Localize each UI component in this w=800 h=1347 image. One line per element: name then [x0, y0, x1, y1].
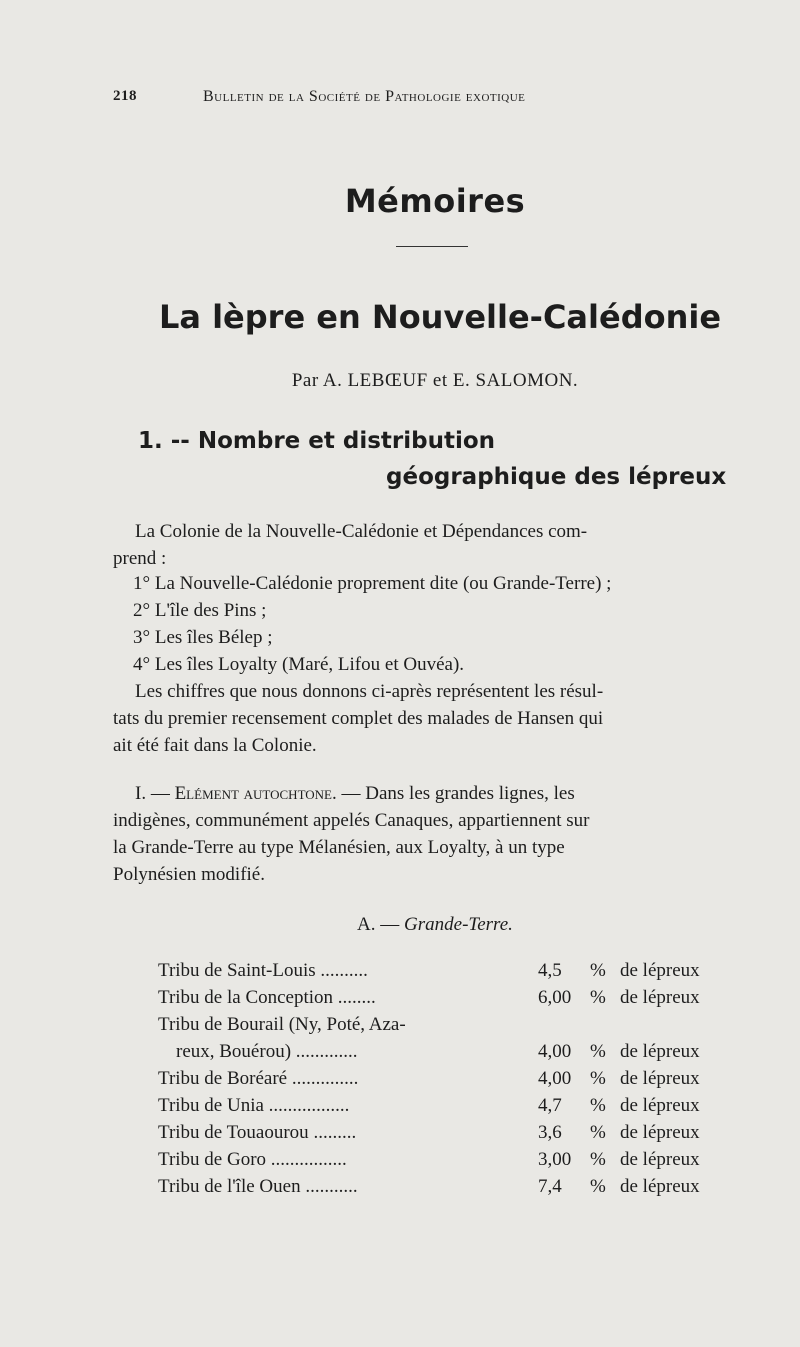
tribe-name — [158, 1122, 356, 1144]
list-item: 4° Les îles Loyalty (Maré, Lifou et Ouvéa). — [133, 654, 465, 675]
tribe-label: Tribu de Saint-Louis — [158, 960, 316, 981]
tribe-label: reux, Bouérou) — [176, 1041, 292, 1062]
paragraph-line: ait été fait dans la Colonie. — [113, 735, 317, 756]
tribe-label: Tribu de Touaourou — [158, 1122, 309, 1143]
tribe-name — [158, 1176, 358, 1198]
tribe-label: Tribu de Goro — [158, 1149, 267, 1170]
rate-value: 4,7 — [538, 1095, 562, 1116]
table-row — [158, 1068, 738, 1095]
tribe-label: Tribu de la Conception — [158, 987, 334, 1008]
paragraph-line: Les chiffres que nous donnons ci-après représentent les résul- — [135, 681, 604, 702]
percent-sign: % — [590, 1122, 606, 1143]
table-row — [158, 1014, 738, 1041]
leader-dots: ............. — [291, 1041, 358, 1062]
leader-dots: .......... — [315, 960, 368, 981]
rate-unit: de lépreux — [620, 960, 700, 981]
tribe-label: Tribu de Boréaré — [158, 1068, 288, 1089]
tribe-name — [158, 1014, 406, 1036]
table-row — [158, 987, 738, 1014]
table-row — [158, 1122, 738, 1149]
rate-unit: de lépreux — [620, 1095, 700, 1116]
leader-dots: ........ — [333, 987, 376, 1008]
percent-sign: % — [590, 1176, 606, 1197]
rate-value: 3,00 — [538, 1149, 572, 1170]
percent-sign: % — [590, 1041, 606, 1062]
paragraph-text: — Dans les grandes lignes, les — [336, 783, 575, 804]
rate-value: 3,6 — [538, 1122, 562, 1143]
rate-unit: de lépreux — [620, 1149, 700, 1170]
list-item: 1° La Nouvelle-Calédonie proprement dite (ou Grande-Terre) ; — [133, 573, 612, 594]
table-row — [158, 1041, 738, 1068]
paragraph-line: Polynésien modifié. — [113, 864, 265, 885]
census-paragraph — [113, 678, 733, 759]
rate-value: 4,00 — [538, 1068, 572, 1089]
title-divider — [396, 246, 468, 247]
list-item: 3° Les îles Bélep ; — [133, 627, 273, 648]
tribe-name — [158, 1149, 347, 1171]
page-number: 218 — [113, 88, 137, 104]
chapter-heading-line2: géographique des lépreux — [386, 464, 727, 490]
rate-unit: de lépreux — [620, 1176, 700, 1197]
journal-title: Bulletin de la Société de Pathologie exotique — [203, 88, 526, 105]
rate-unit: de lépreux — [620, 1122, 700, 1143]
subsection-label: A. — — [357, 914, 405, 935]
leader-dots: ................ — [266, 1149, 347, 1170]
subsection-title: Grande-Terre. — [404, 914, 513, 935]
tribe-name — [158, 987, 376, 1009]
intro-line: prend : — [113, 548, 167, 569]
paragraph-line: tats du premier recensement complet des malades de Hansen qui — [113, 708, 604, 729]
intro-line: La Colonie de la Nouvelle-Calédonie et Dépendances com- — [135, 521, 588, 542]
percent-sign: % — [590, 960, 606, 981]
tribe-label: Tribu de Bourail (Ny, Poté, Aza- — [158, 1014, 406, 1035]
article-authors: Par A. LEBŒUF et E. SALOMON. — [291, 370, 579, 391]
leader-dots: .............. — [287, 1068, 359, 1089]
rate-value: 4,5 — [538, 960, 562, 981]
tribe-name — [158, 1095, 349, 1117]
rate-unit: de lépreux — [620, 1068, 700, 1089]
percent-sign: % — [590, 987, 606, 1008]
tribe-label: Tribu de Unia — [158, 1095, 264, 1116]
article-title: La lèpre en Nouvelle-Calédonie — [158, 298, 722, 336]
tribe-name — [176, 1041, 358, 1063]
percent-sign: % — [590, 1095, 606, 1116]
tribe-label: Tribu de l'île Ouen — [158, 1176, 301, 1197]
tribe-name — [158, 960, 368, 982]
table-row — [158, 1095, 738, 1122]
subsection-heading — [0, 914, 800, 936]
rate-unit: de lépreux — [620, 1041, 700, 1062]
table-row — [158, 1149, 738, 1176]
paragraph-line: la Grande-Terre au type Mélanésien, aux Loyalty, à un type — [113, 837, 565, 858]
rate-value: 6,00 — [538, 987, 572, 1008]
tribe-name — [158, 1068, 358, 1090]
autochthonous-paragraph — [113, 780, 733, 888]
percent-sign: % — [590, 1149, 606, 1170]
list-item: 2° L'île des Pins ; — [133, 600, 267, 621]
leader-dots: ................. — [263, 1095, 350, 1116]
chapter-heading-line1: 1. -- Nombre et distribution — [138, 428, 496, 454]
section-title: Mémoires — [344, 182, 526, 220]
table-row — [158, 1176, 738, 1203]
paragraph-label: I. — Elément autochtone. — [135, 783, 337, 804]
leader-dots: ......... — [308, 1122, 357, 1143]
percent-sign: % — [590, 1068, 606, 1089]
leprosy-rate-table — [158, 960, 738, 1203]
rate-value: 4,00 — [538, 1041, 572, 1062]
rate-value: 7,4 — [538, 1176, 562, 1197]
rate-unit: de lépreux — [620, 987, 700, 1008]
dependency-list — [133, 570, 611, 678]
paragraph-line — [113, 780, 733, 807]
leader-dots: ........... — [300, 1176, 358, 1197]
intro-paragraph — [113, 518, 733, 572]
table-row — [158, 960, 738, 987]
paragraph-line: indigènes, communément appelés Canaques, appartiennent sur — [113, 810, 590, 831]
